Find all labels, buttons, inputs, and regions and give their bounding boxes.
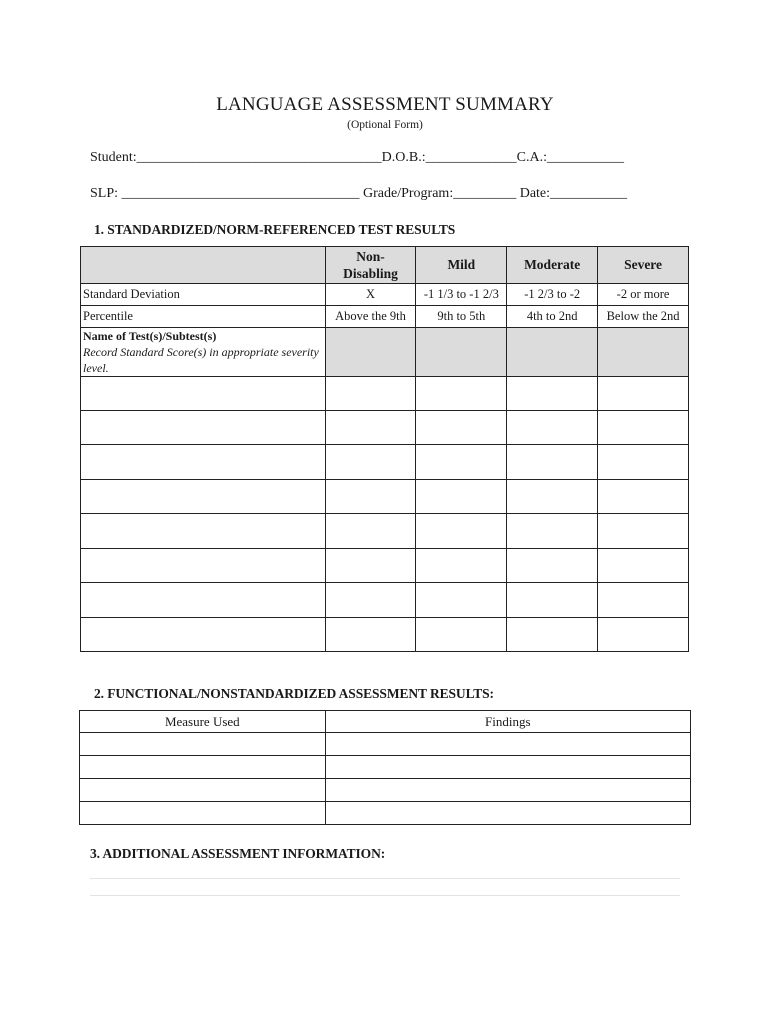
score-cell[interactable]: [416, 549, 507, 583]
score-cell[interactable]: [598, 411, 689, 445]
col-mild: Mild: [416, 247, 507, 284]
col-severe: Severe: [598, 247, 689, 284]
col-moderate: Moderate: [507, 247, 598, 284]
score-cell[interactable]: [325, 480, 416, 514]
score-cell[interactable]: [325, 377, 416, 411]
gray-cell: [598, 328, 689, 377]
table-row: [81, 411, 689, 445]
student-info-row: [90, 150, 680, 166]
score-cell[interactable]: [598, 549, 689, 583]
score-cell[interactable]: [325, 583, 416, 618]
gray-cell: [507, 328, 598, 377]
score-cell[interactable]: [416, 514, 507, 549]
slp-info-row: [90, 186, 680, 202]
percentile-mild: 9th to 5th: [416, 306, 507, 328]
test-name-cell[interactable]: [81, 445, 326, 480]
measure-cell[interactable]: [80, 802, 326, 825]
slp-field[interactable]: __________________________________: [121, 186, 360, 201]
score-cell[interactable]: [325, 549, 416, 583]
score-cell[interactable]: [325, 411, 416, 445]
test-name-cell[interactable]: [81, 411, 326, 445]
score-cell[interactable]: [598, 514, 689, 549]
measure-cell[interactable]: [80, 733, 326, 756]
table-header-row: [81, 247, 689, 284]
score-cell[interactable]: [416, 583, 507, 618]
std-dev-severe: -2 or more: [598, 284, 689, 306]
table-row-std-dev: [81, 284, 689, 306]
findings-cell[interactable]: [325, 779, 690, 802]
measure-cell[interactable]: [80, 779, 326, 802]
table-row: [81, 480, 689, 514]
findings-cell[interactable]: [325, 756, 690, 779]
section2-heading: 2. FUNCTIONAL/NONSTANDARDIZED ASSESSMENT RESULTS:: [94, 686, 494, 701]
test-name-cell[interactable]: [81, 583, 326, 618]
page-title: LANGUAGE ASSESSMENT SUMMARY: [216, 94, 554, 115]
student-label: Student:: [90, 150, 137, 165]
score-cell[interactable]: [598, 480, 689, 514]
slp-label: SLP:: [90, 186, 122, 201]
table-row: [80, 756, 691, 779]
score-cell[interactable]: [325, 618, 416, 652]
table-row: [80, 779, 691, 802]
section1-heading: 1. STANDARDIZED/NORM-REFERENCED TEST RESULTS: [94, 222, 456, 237]
score-cell[interactable]: [325, 445, 416, 480]
score-cell[interactable]: [416, 480, 507, 514]
table-row: [81, 377, 689, 411]
functional-results-table: [79, 710, 691, 825]
grade-program-label: Grade/Program:: [359, 186, 454, 201]
date-label: Date:: [516, 186, 551, 201]
table-row: [81, 445, 689, 480]
table-row: [81, 514, 689, 549]
instructions-title: Name of Test(s)/Subtest(s): [83, 329, 217, 343]
table-row: [81, 583, 689, 618]
findings-cell[interactable]: [325, 802, 690, 825]
score-cell[interactable]: [507, 618, 598, 652]
table-row: [81, 618, 689, 652]
instructions-cell: [81, 328, 326, 377]
std-dev-non-disabling: X: [325, 284, 416, 306]
findings-cell[interactable]: [325, 733, 690, 756]
score-cell[interactable]: [598, 377, 689, 411]
page-subtitle: (Optional Form): [347, 119, 423, 131]
measure-cell[interactable]: [80, 756, 326, 779]
col-findings: Findings: [325, 711, 690, 733]
table-header-row: [80, 711, 691, 733]
score-cell[interactable]: [507, 480, 598, 514]
instructions-body: Record Standard Score(s) in appropriate severity level.: [83, 345, 319, 375]
score-cell[interactable]: [598, 618, 689, 652]
test-name-cell[interactable]: [81, 377, 326, 411]
std-dev-label: Standard Deviation: [81, 284, 326, 306]
score-cell[interactable]: [507, 583, 598, 618]
test-name-cell[interactable]: [81, 549, 326, 583]
test-name-cell[interactable]: [81, 514, 326, 549]
section3-heading: 3. ADDITIONAL ASSESSMENT INFORMATION:: [90, 846, 386, 861]
student-field[interactable]: ___________________________________: [136, 150, 382, 165]
score-cell[interactable]: [507, 549, 598, 583]
answer-line[interactable]: [90, 878, 680, 879]
col-measure-used: Measure Used: [80, 711, 326, 733]
percentile-moderate: 4th to 2nd: [507, 306, 598, 328]
date-field[interactable]: ___________: [550, 186, 628, 201]
table-header-corner: [81, 247, 326, 284]
ca-field[interactable]: ___________: [546, 150, 624, 165]
ca-label: C.A.:: [516, 150, 547, 165]
col-non-disabling: Non- Disabling: [325, 247, 416, 284]
score-cell[interactable]: [507, 514, 598, 549]
percentile-non-disabling: Above the 9th: [325, 306, 416, 328]
answer-line[interactable]: [90, 895, 680, 896]
std-dev-moderate: -1 2/3 to -2: [507, 284, 598, 306]
gray-cell: [416, 328, 507, 377]
table-row-instructions: [81, 328, 689, 377]
standardized-results-table: [80, 246, 689, 652]
table-row: [80, 733, 691, 756]
percentile-severe: Below the 2nd: [598, 306, 689, 328]
table-row: [80, 802, 691, 825]
score-cell[interactable]: [416, 618, 507, 652]
dob-label: D.O.B.:: [381, 150, 426, 165]
score-cell[interactable]: [598, 583, 689, 618]
table-row: [81, 549, 689, 583]
score-cell[interactable]: [598, 445, 689, 480]
test-name-cell[interactable]: [81, 618, 326, 652]
gray-cell: [325, 328, 416, 377]
score-cell[interactable]: [416, 411, 507, 445]
dob-field[interactable]: _____________: [425, 150, 517, 165]
score-cell[interactable]: [416, 377, 507, 411]
table-row-percentile: [81, 306, 689, 328]
std-dev-mild: -1 1/3 to -1 2/3: [416, 284, 507, 306]
score-cell[interactable]: [416, 445, 507, 480]
test-name-cell[interactable]: [81, 480, 326, 514]
score-cell[interactable]: [507, 445, 598, 480]
score-cell[interactable]: [507, 411, 598, 445]
grade-program-field[interactable]: _________: [453, 186, 517, 201]
percentile-label: Percentile: [81, 306, 326, 328]
score-cell[interactable]: [325, 514, 416, 549]
score-cell[interactable]: [507, 377, 598, 411]
